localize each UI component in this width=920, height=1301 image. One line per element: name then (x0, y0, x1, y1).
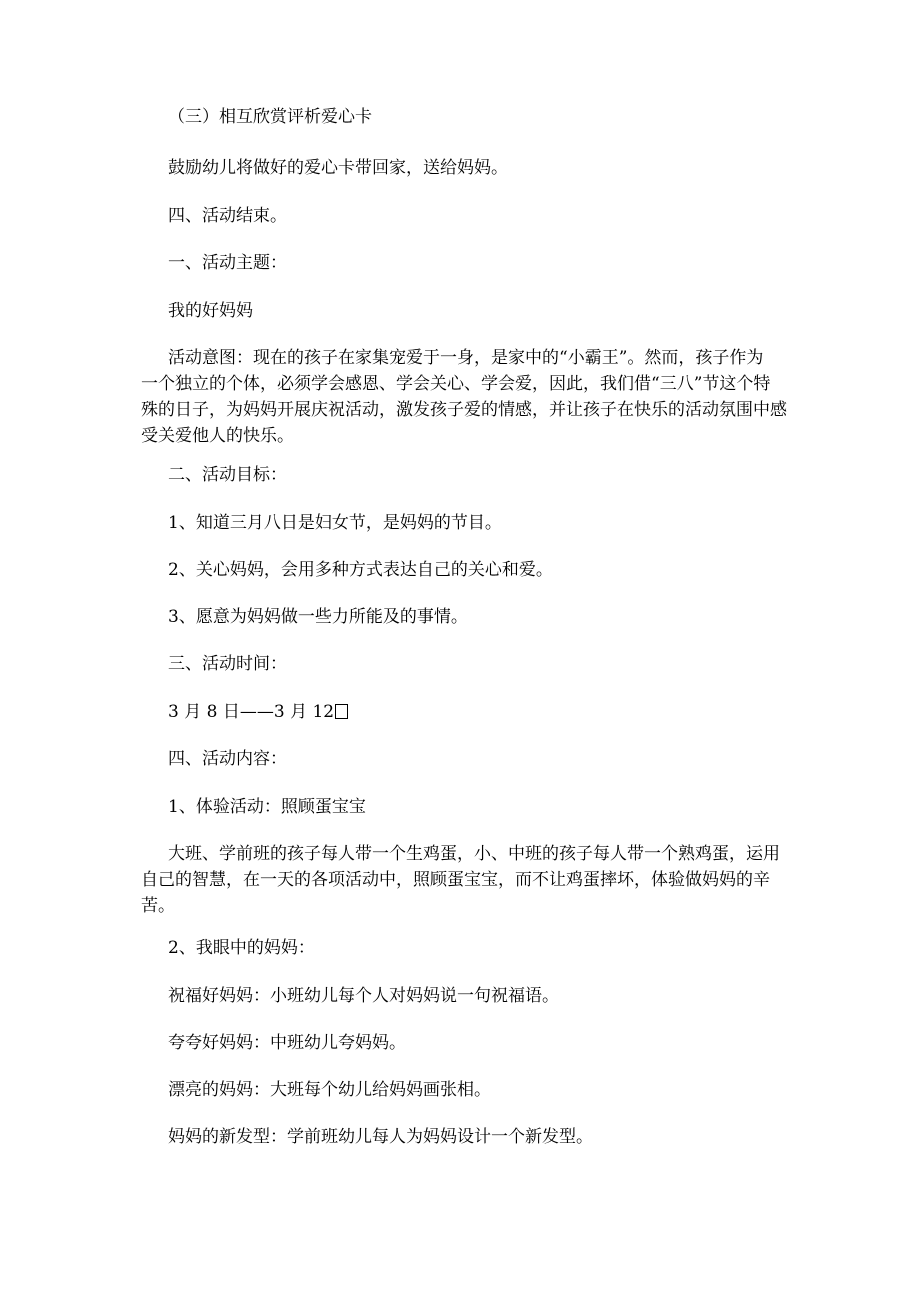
text-line: 活动意图：现在的孩子在家集宠爱于一身，是家中的“小霸王”。然而，孩子作为 (168, 348, 764, 368)
paragraph-activity-intent (141, 345, 788, 449)
text-line: 一个独立的个体，必须学会感恩、学会关心、学会爱，因此，我们借“三八”节这个特 (141, 374, 771, 394)
paragraph-bless-mom: 祝福好妈妈：小班幼儿每个人对妈妈说一句祝福语。 (168, 986, 559, 1006)
list-item-experience-activity: 1、体验活动：照顾蛋宝宝 (168, 797, 366, 817)
section-heading-activity-goals: 二、活动目标： (168, 465, 287, 485)
section-heading-activity-theme: 一、活动主题： (168, 253, 287, 273)
paragraph-praise-mom: 夸夸好妈妈：中班幼儿夸妈妈。 (168, 1033, 406, 1053)
section-heading-appreciate-cards: （三）相互欣赏评析爱心卡 (168, 107, 372, 127)
list-item-goal-2: 2、关心妈妈，会用多种方式表达自己的关心和爱。 (168, 560, 553, 580)
section-heading-activity-time: 三、活动时间： (168, 654, 287, 674)
date-range-text: 3 月 8 日——3 月 12 (168, 702, 335, 722)
paragraph-take-cards-home: 鼓励幼儿将做好的爱心卡带回家，送给妈妈。 (168, 158, 508, 178)
paragraph-egg-care (141, 841, 788, 919)
paragraph-new-hairstyle: 妈妈的新发型：学前班幼儿每人为妈妈设计一个新发型。 (168, 1127, 593, 1147)
paragraph-theme-title: 我的好妈妈 (168, 301, 253, 321)
text-line: 受关爱他人的快乐。 (141, 426, 294, 446)
text-line: 自己的智慧，在一天的各项活动中，照顾蛋宝宝，而不让鸡蛋摔坏，体验做妈妈的辛 (141, 870, 770, 890)
text-line: 殊的日子，为妈妈开展庆祝活动，激发孩子爱的情感，并让孩子在快乐的活动氛围中感 (141, 400, 787, 420)
section-heading-activity-content: 四、活动内容： (168, 749, 287, 769)
list-item-goal-3: 3、愿意为妈妈做一些力所能及的事情。 (168, 607, 468, 627)
paragraph-activity-dates (168, 699, 788, 725)
list-item-mom-in-my-eyes: 2、我眼中的妈妈： (168, 938, 315, 958)
text-line: 苦。 (141, 896, 175, 916)
list-item-goal-1: 1、知道三月八日是妇女节，是妈妈的节目。 (168, 513, 502, 533)
missing-glyph-box-icon (335, 704, 348, 719)
paragraph-beautiful-mom: 漂亮的妈妈：大班每个幼儿给妈妈画张相。 (168, 1080, 491, 1100)
section-heading-activity-end: 四、活动结束。 (168, 206, 287, 226)
text-line: 大班、学前班的孩子每人带一个生鸡蛋，小、中班的孩子每人带一个熟鸡蛋，运用 (168, 844, 780, 864)
